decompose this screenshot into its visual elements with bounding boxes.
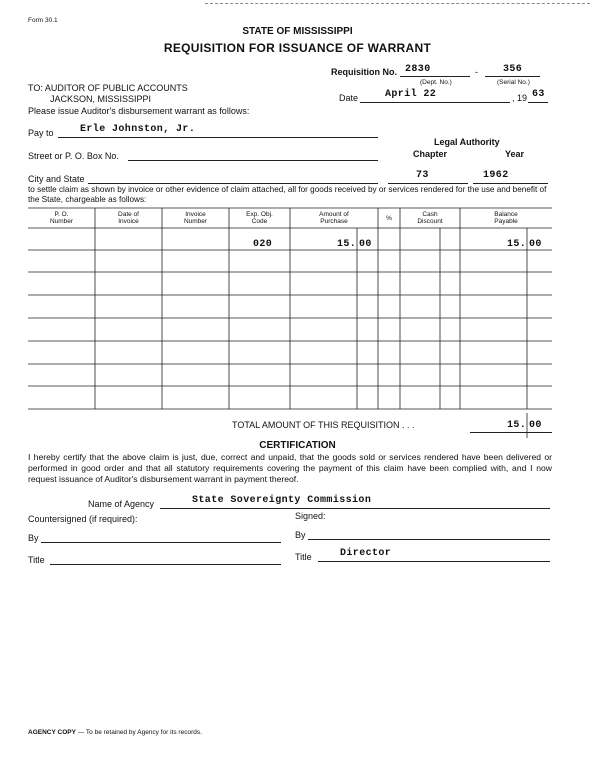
requisition-label: Requisition No. (331, 67, 397, 77)
instruction-text: Please issue Auditor's disbursement warrant as follows: (28, 106, 250, 116)
agency-label: Name of Agency (88, 499, 155, 509)
year-prefix: , 19 (512, 93, 528, 103)
chapter-value: 73 (416, 170, 429, 181)
date-label: Date (339, 93, 359, 103)
title-right-label: Title (295, 552, 312, 562)
legal-authority-title: Legal Authority (434, 137, 500, 147)
year-value: 1962 (483, 170, 509, 181)
balance-dollars: 15. (507, 239, 527, 250)
pay-to-label: Pay to (28, 128, 54, 138)
street-label: Street or P. O. Box No. (28, 151, 119, 161)
balance-cents: 00 (529, 239, 542, 250)
certification-title: CERTIFICATION (259, 440, 336, 451)
amount-dollars: 15. (337, 239, 357, 250)
agency-copy-label: AGENCY COPY (28, 729, 76, 736)
by-right-label: By (295, 530, 306, 540)
amount-cents: 00 (359, 239, 372, 250)
dept-caption: (Dept. No.) (420, 79, 452, 86)
form-title: REQUISITION FOR ISSUANCE OF WARRANT (163, 41, 432, 55)
state-heading: STATE OF MISSISSIPPI (242, 26, 353, 37)
total-dollars: 15. (507, 420, 527, 431)
col-header-percent: % (386, 215, 392, 222)
by-right-line (308, 539, 550, 540)
date-value: April 22 (385, 89, 437, 100)
total-label: TOTAL AMOUNT OF THIS REQUISITION . . . (232, 420, 415, 430)
col-header-invoice: Invoice Number (183, 211, 208, 225)
agency-line (160, 508, 550, 509)
col-header-amount: Amount of Purchase (319, 211, 349, 225)
dept-number: 2830 (405, 64, 431, 75)
addressee-line2: JACKSON, MISSISSIPPI (50, 94, 152, 104)
settle-text: to settle claim as shown by invoice or other evidence of claim attached, all for goods received by or services rendered for the use and benefit of the State, chargeable as follows: (28, 185, 547, 204)
title-right-line (318, 561, 550, 562)
agency-value: State Sovereignty Commission (192, 495, 372, 506)
certification-text: I hereby certify that the above claim is just, due, correct and unpaid, that the goods sold or services rendered have been delivered or performed in good order and that all statutory requirements covering the payment of this claim have been complied with, and I now request issuance of Auditor's disbursement warrant in payment thereof. (28, 452, 552, 484)
col-header-discount: Cash Discount (417, 211, 443, 225)
signed-label: Signed: (295, 511, 326, 521)
countersigned-label: Countersigned (if required): (28, 514, 138, 524)
addressee-line1: TO: AUDITOR OF PUBLIC ACCOUNTS (28, 83, 188, 93)
agency-copy-note: — To be retained by Agency for its records. (77, 729, 202, 736)
dash: - (475, 67, 478, 77)
by-left-label: By (28, 533, 39, 543)
title-left-label: Title (28, 555, 45, 565)
serial-caption: (Serial No.) (497, 79, 530, 86)
title-left-line (50, 564, 281, 565)
by-left-line (41, 542, 281, 543)
col-header-po: P. O. Number (49, 211, 74, 225)
serial-number: 356 (503, 64, 523, 75)
city-label: City and State (28, 174, 85, 184)
chapter-label: Chapter (413, 149, 448, 159)
pay-to-value: Erle Johnston, Jr. (80, 124, 196, 135)
total-line (470, 432, 552, 433)
title-right-value: Director (340, 548, 392, 559)
col-header-exp-code: Exp. Obj. Code (246, 211, 273, 225)
total-cents: 00 (529, 420, 542, 431)
year-label: Year (505, 149, 525, 159)
form-number: Form 30.1 (28, 17, 58, 24)
year-suffix: 63 (532, 89, 545, 100)
col-header-balance: Balance Payable (494, 211, 518, 225)
col-header-date: Date of Invoice (118, 211, 139, 225)
footer (28, 729, 202, 736)
exp-code-value: 020 (253, 239, 273, 250)
